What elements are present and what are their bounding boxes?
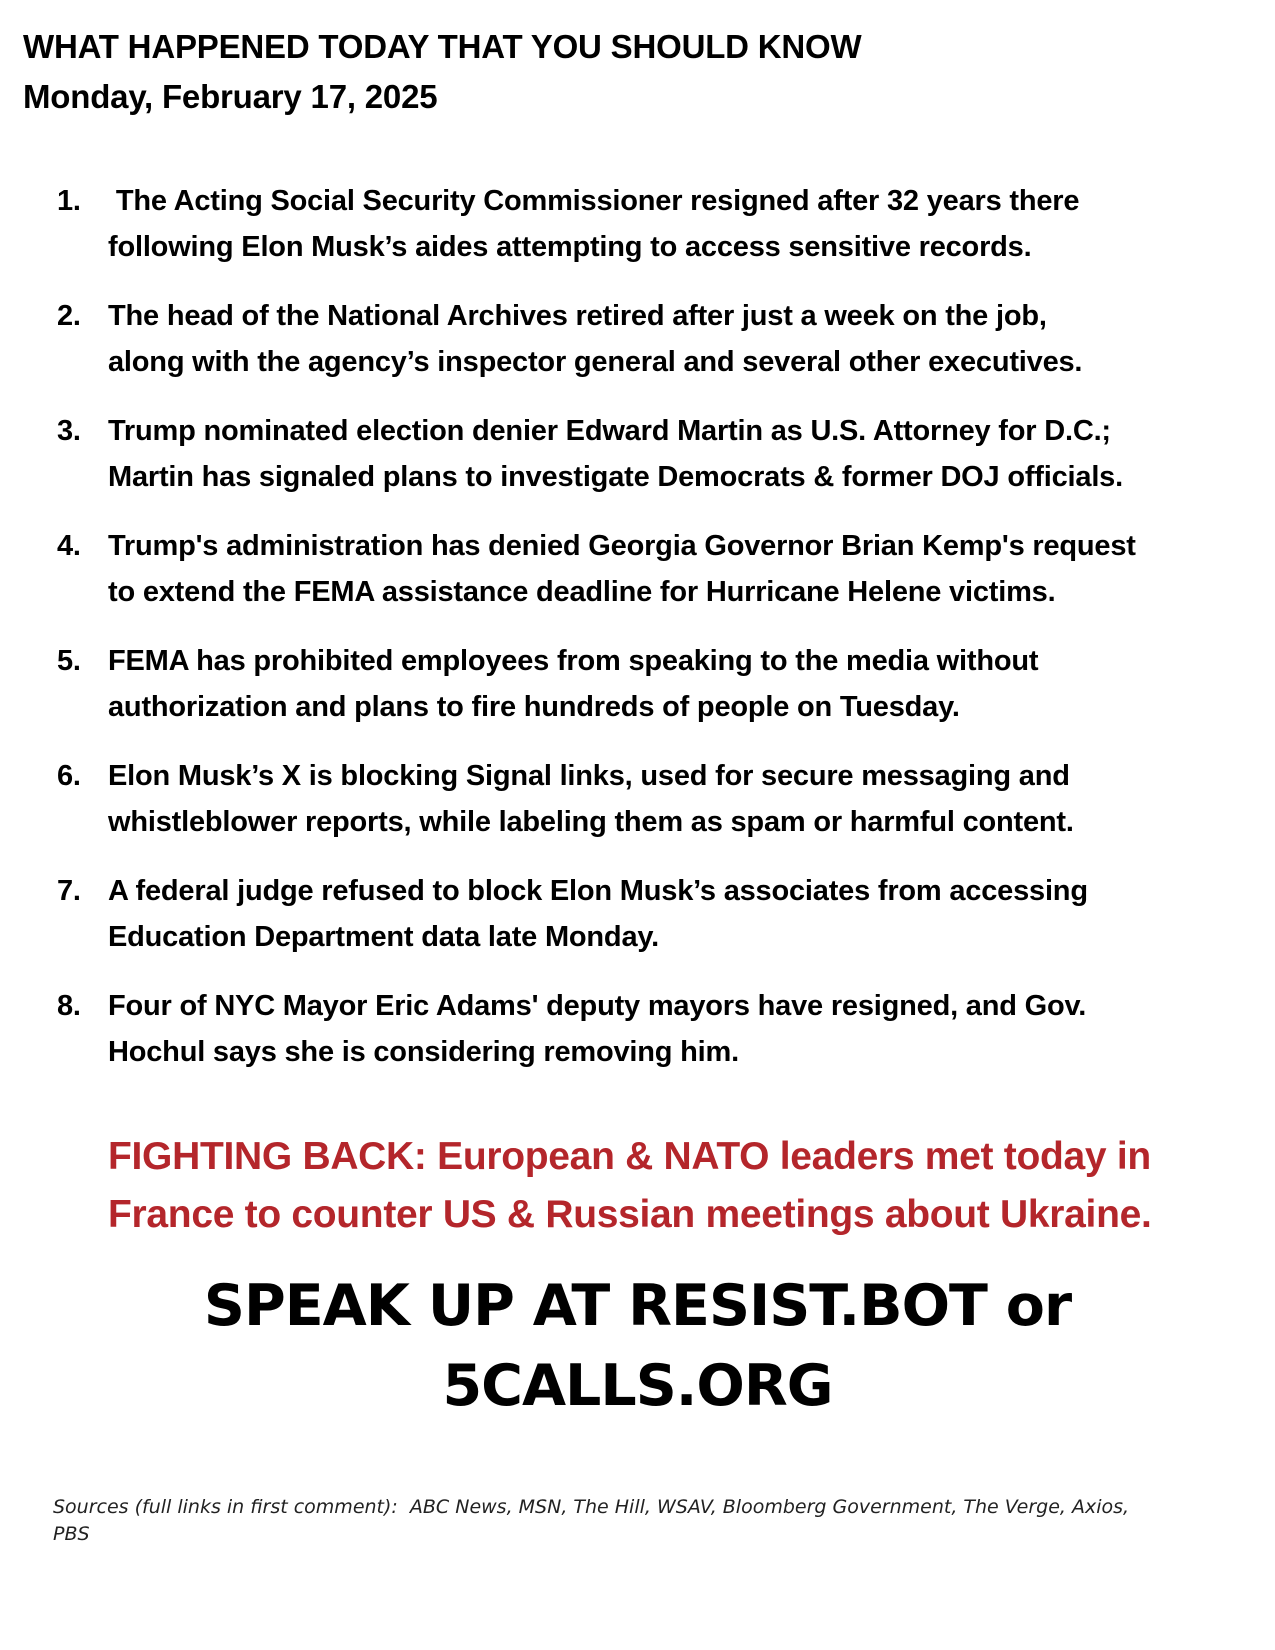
page-title: WHAT HAPPENED TODAY THAT YOU SHOULD KNOW	[23, 28, 862, 65]
news-item-number: 4.	[57, 530, 81, 562]
sources-line: Sources (full links in first comment): ABC News, MSN, The Hill, WSAV, Bloomberg Government, The Verge, Axios,	[53, 1496, 1130, 1518]
news-item-line: following Elon Musk’s aides attempting to access sensitive records.	[108, 231, 1032, 263]
news-item-7	[0, 868, 1275, 983]
news-item-text	[108, 523, 1258, 615]
news-item-line: Trump's administration has denied Georgia Governor Brian Kemp's request	[108, 530, 1136, 562]
news-item-text	[108, 293, 1258, 385]
news-item-line: A federal judge refused to block Elon Musk’s associates from accessing	[108, 875, 1088, 907]
fighting-back-line: FIGHTING BACK: European & NATO leaders met today in	[108, 1135, 1151, 1178]
call-to-action	[0, 1266, 1275, 1426]
sources-line: PBS	[53, 1523, 90, 1545]
news-item-line: The Acting Social Security Commissioner resigned after 32 years there	[108, 185, 1080, 217]
sources-note	[53, 1494, 1223, 1548]
news-item-text	[108, 178, 1258, 270]
news-item-line: authorization and plans to fire hundreds of people on Tuesday.	[108, 691, 960, 723]
news-item-number: 8.	[57, 990, 81, 1022]
news-item-line: Trump nominated election denier Edward Martin as U.S. Attorney for D.C.;	[108, 415, 1111, 447]
news-item-line: Martin has signaled plans to investigate Democrats & former DOJ officials.	[108, 461, 1123, 493]
news-item-4	[0, 523, 1275, 638]
news-item-3	[0, 408, 1275, 523]
news-item-line: along with the agency’s inspector general and several other executives.	[108, 346, 1083, 378]
news-item-6	[0, 753, 1275, 868]
news-item-line: FEMA has prohibited employees from speaking to the media without	[108, 645, 1039, 677]
call-to-action-line: 5CALLS.ORG	[442, 1353, 833, 1419]
news-item-number: 3.	[57, 415, 81, 447]
news-item-line: Elon Musk’s X is blocking Signal links, used for secure messaging and	[108, 760, 1070, 792]
news-item-number: 7.	[57, 875, 81, 907]
fighting-back-callout	[108, 1128, 1248, 1244]
news-item-text	[108, 753, 1258, 845]
news-item-text	[108, 983, 1258, 1075]
fighting-back-line: France to counter US & Russian meetings about Ukraine.	[108, 1193, 1152, 1236]
news-item-5	[0, 638, 1275, 753]
news-item-1	[0, 178, 1275, 293]
news-item-number: 1.	[57, 185, 81, 217]
news-item-line: to extend the FEMA assistance deadline for Hurricane Helene victims.	[108, 576, 1056, 608]
news-item-line: Four of NYC Mayor Eric Adams' deputy mayors have resigned, and Gov.	[108, 990, 1087, 1022]
news-item-number: 2.	[57, 300, 81, 332]
news-item-line: Hochul says she is considering removing him.	[108, 1036, 739, 1068]
news-item-2	[0, 293, 1275, 408]
news-item-text	[108, 408, 1258, 500]
page-date: Monday, February 17, 2025	[23, 78, 438, 115]
news-item-number: 6.	[57, 760, 81, 792]
news-item-line: Education Department data late Monday.	[108, 921, 660, 953]
news-item-text	[108, 868, 1258, 960]
news-list	[0, 178, 1275, 1098]
page-header	[23, 22, 1223, 122]
news-item-line: whistleblower reports, while labeling them as spam or harmful content.	[108, 806, 1074, 838]
news-item-number: 5.	[57, 645, 81, 677]
news-item-line: The head of the National Archives retired after just a week on the job,	[108, 300, 1047, 332]
call-to-action-line: SPEAK UP AT RESIST.BOT or	[203, 1273, 1072, 1339]
news-item-text	[108, 638, 1258, 730]
news-item-8	[0, 983, 1275, 1098]
